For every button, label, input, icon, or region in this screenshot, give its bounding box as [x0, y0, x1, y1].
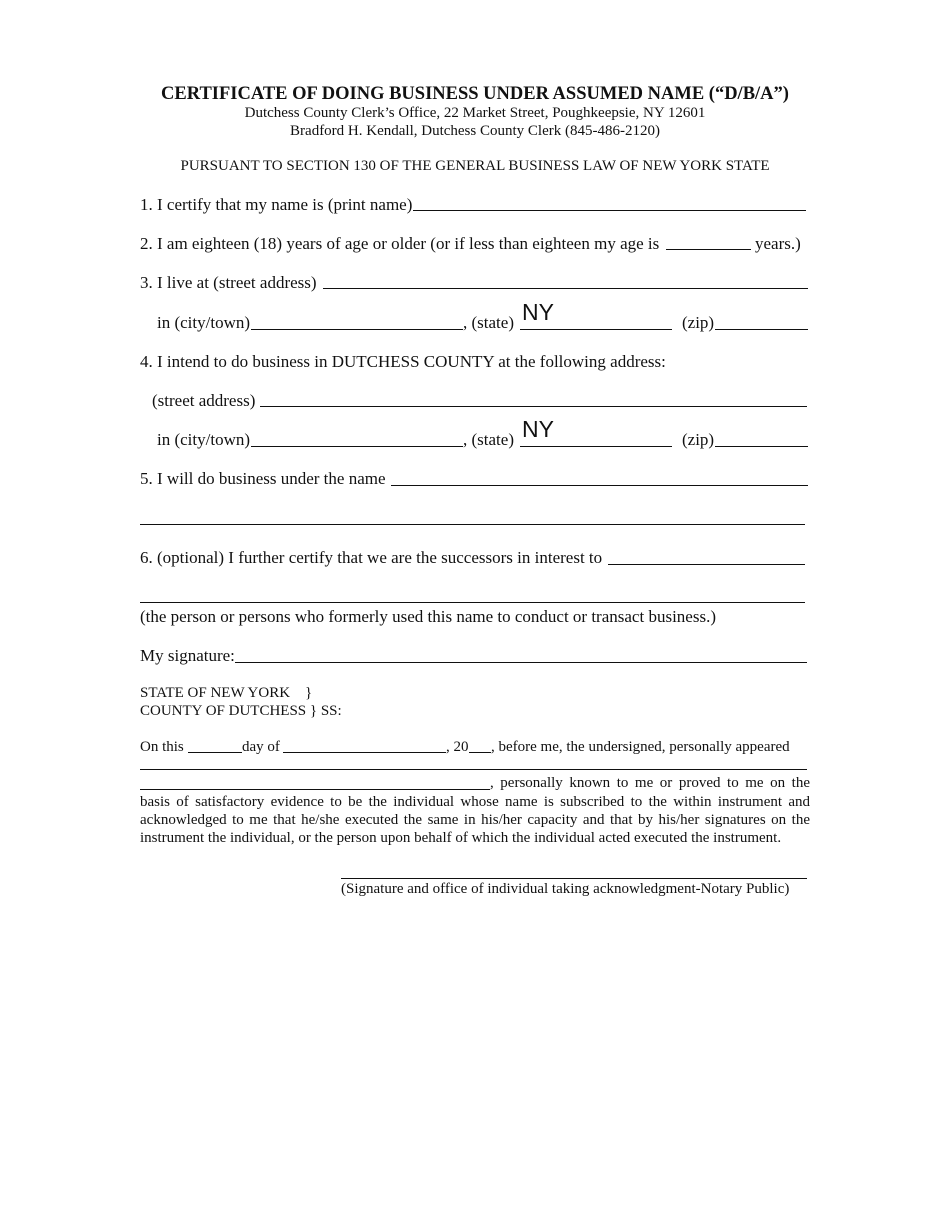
form-title: CERTIFICATE OF DOING BUSINESS UNDER ASSUMED NAME (“D/B/A”) — [161, 84, 789, 104]
business-street-label: (street address) — [152, 391, 256, 410]
home-state-value: NY — [522, 299, 554, 325]
successors-field[interactable] — [608, 564, 805, 565]
signature-field[interactable] — [235, 662, 807, 663]
notary-year-field[interactable] — [469, 752, 491, 753]
signature-label: My signature: — [140, 646, 235, 665]
year-prefix-label: , 20 — [446, 739, 469, 755]
known-label: , personally known to me or proved to me on the — [490, 775, 810, 791]
home-city-label: in (city/town) — [157, 313, 251, 332]
business-name-field[interactable] — [391, 485, 808, 486]
appeared-person-field-line-2[interactable] — [140, 789, 490, 790]
home-street-field[interactable] — [323, 288, 808, 289]
notary-signature-field[interactable] — [341, 878, 807, 879]
home-zip-field[interactable] — [715, 329, 808, 330]
item-4-label: 4. I intend to do business in DUTCHESS COUNTY at the following address: — [140, 352, 666, 371]
business-zip-label: (zip) — [682, 430, 715, 449]
home-city-field[interactable] — [251, 329, 463, 330]
business-city-field[interactable] — [251, 446, 463, 447]
business-city-label: in (city/town) — [157, 430, 251, 449]
appeared-label: , before me, the undersigned, personally appeared — [491, 739, 790, 755]
notary-day-field[interactable] — [188, 752, 242, 753]
notary-month-field[interactable] — [283, 752, 446, 753]
notary-county-line: COUNTY OF DUTCHESS } SS: — [140, 703, 342, 719]
age-suffix: years.) — [755, 234, 801, 253]
clerk-office-address: Dutchess County Clerk’s Office, 22 Market Street, Poughkeepsie, NY 12601 — [244, 105, 706, 121]
appeared-person-field[interactable] — [140, 769, 807, 770]
business-state-label: , (state) — [463, 430, 514, 449]
item-6-label: 6. (optional) I further certify that we are the successors in interest to — [140, 548, 603, 567]
item-2-label: 2. I am eighteen (18) years of age or older (or if less than eighteen my age is — [140, 234, 660, 253]
notary-acknowledgment-text: basis of satisfactory evidence to be the individual whose name is subscribed to the within instrument and acknowledged to me that he/she executed the same in his/her capacity and that by his/her signatures on the instrument the individual, or the person upon behalf of which the individual acted executed the instrument. — [140, 794, 810, 846]
age-field[interactable] — [666, 249, 751, 250]
business-state-field[interactable] — [520, 446, 672, 447]
pursuant-statement: PURSUANT TO SECTION 130 OF THE GENERAL BUSINESS LAW OF NEW YORK STATE — [180, 158, 770, 174]
business-zip-field[interactable] — [715, 446, 808, 447]
business-state-value: NY — [522, 416, 554, 442]
on-this-label: On this — [140, 739, 184, 755]
home-state-label: , (state) — [463, 313, 514, 332]
item-1-label: 1. I certify that my name is (print name) — [140, 195, 413, 214]
successors-field-line-2[interactable] — [140, 602, 805, 603]
notary-signature-caption: (Signature and office of individual taking acknowledgment-Notary Public) — [341, 881, 790, 897]
clerk-name-phone: Bradford H. Kendall, Dutchess County Clerk (845-486-2120) — [290, 123, 660, 139]
business-street-field[interactable] — [260, 406, 807, 407]
home-state-field[interactable] — [520, 329, 672, 330]
business-name-field-line-2[interactable] — [140, 524, 805, 525]
home-zip-label: (zip) — [682, 313, 715, 332]
print-name-field[interactable] — [413, 210, 806, 211]
item-5-label: 5. I will do business under the name — [140, 469, 386, 488]
item-3-label: 3. I live at (street address) — [140, 273, 317, 292]
notary-state-line: STATE OF NEW YORK } — [140, 685, 313, 701]
successors-note: (the person or persons who formerly used this name to conduct or transact business.) — [140, 607, 716, 626]
day-of-label: day of — [242, 739, 280, 755]
